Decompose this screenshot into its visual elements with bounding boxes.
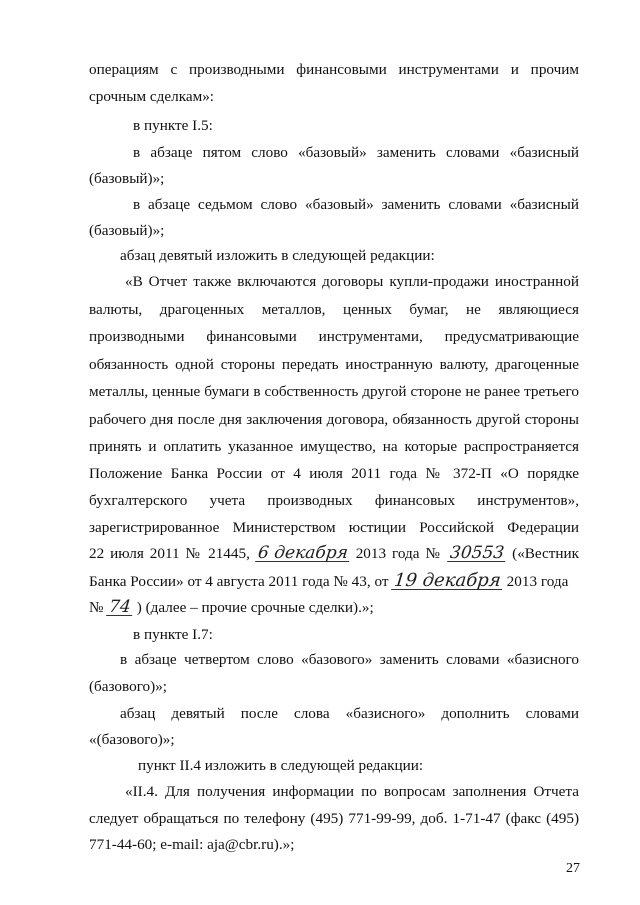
text-line: операциям с производными финансовыми инструментами и прочим: [89, 61, 579, 78]
text-line: абзац девятый изложить в следующей редакции:: [120, 247, 435, 264]
text-line: 771-44-60; e-mail: aja@cbr.ru).»;: [89, 836, 295, 853]
text-line: следует обращаться по телефону (495) 771-99-99, доб. 1-71-47 (факс (495): [89, 810, 579, 827]
text-line: рабочего дня после дня заключения договора, обязанность другой стороны: [89, 411, 579, 428]
text-line: «В Отчет также включаются договоры купли-продажи иностранной: [125, 273, 579, 290]
text-line: (базовый)»;: [89, 170, 165, 187]
handwritten-date: 19 декабря: [393, 570, 503, 591]
text-line: в пункте I.7:: [133, 626, 213, 643]
text-fragment: 22 июля 2011 № 21445,: [89, 545, 250, 562]
text-line: валюты, драгоценных металлов, ценных бумаг, не являющиеся: [89, 301, 579, 318]
text-line: «(базового)»;: [89, 731, 175, 748]
text-line: (базовый)»;: [89, 222, 165, 239]
text-fragment: 2013 года: [506, 573, 569, 590]
handwritten-date: 6 декабря: [256, 543, 349, 563]
text-line: в абзаце седьмом слово «базовый» заменить словами «базисный: [133, 196, 579, 213]
text-fragment: Банка России» от 4 августа 2011 года № 43, от: [89, 573, 389, 590]
text-line: принять и оплатить указанное имущество, на которые распространяется: [89, 438, 579, 455]
text-line: срочным сделкам»:: [89, 88, 215, 105]
text-line: абзац девятый после слова «базисного» дополнить словами: [120, 705, 579, 722]
text-line: бухгалтерского учета производных финансовых инструментов»,: [89, 492, 579, 509]
handwritten-registration-number: 30553: [449, 543, 506, 563]
page-number: 27: [566, 861, 580, 876]
handwritten-issue-number: 74: [108, 597, 133, 617]
text-line: зарегистрированное Министерством юстиции Российской Федерации: [89, 519, 579, 536]
text-line-with-handwriting: [89, 545, 579, 563]
text-line: «II.4. Для получения информации по вопросам заполнения Отчета: [125, 783, 579, 800]
text-line: пункт II.4 изложить в следующей редакции:: [138, 757, 424, 774]
text-fragment: ) (далее – прочие срочные сделки).»;: [136, 599, 374, 616]
text-line: в пункте I.5:: [133, 117, 213, 134]
text-fragment: («Вестник: [512, 545, 580, 562]
text-line: в абзаце пятом слово «базовый» заменить словами «базисный: [133, 144, 579, 161]
text-line: производными финансовыми инструментами, предусматривающие: [89, 328, 579, 345]
text-line: обязанность одной стороны передать иностранную валюту, драгоценные: [89, 356, 579, 373]
text-line: металлы, ценные бумаги в собственность другой стороне не ранее третьего: [89, 383, 579, 400]
text-line-with-handwriting: [89, 599, 374, 617]
text-line: (базового)»;: [89, 678, 168, 695]
text-line: Положение Банка России от 4 июля 2011 года № 372-П «О порядке: [89, 465, 579, 482]
text-line-with-handwriting: [89, 570, 579, 591]
text-line: в абзаце четвертом слово «базового» заменить словами «базисного: [120, 651, 579, 668]
text-fragment: 2013 года №: [355, 545, 443, 562]
text-fragment: №: [89, 599, 104, 616]
